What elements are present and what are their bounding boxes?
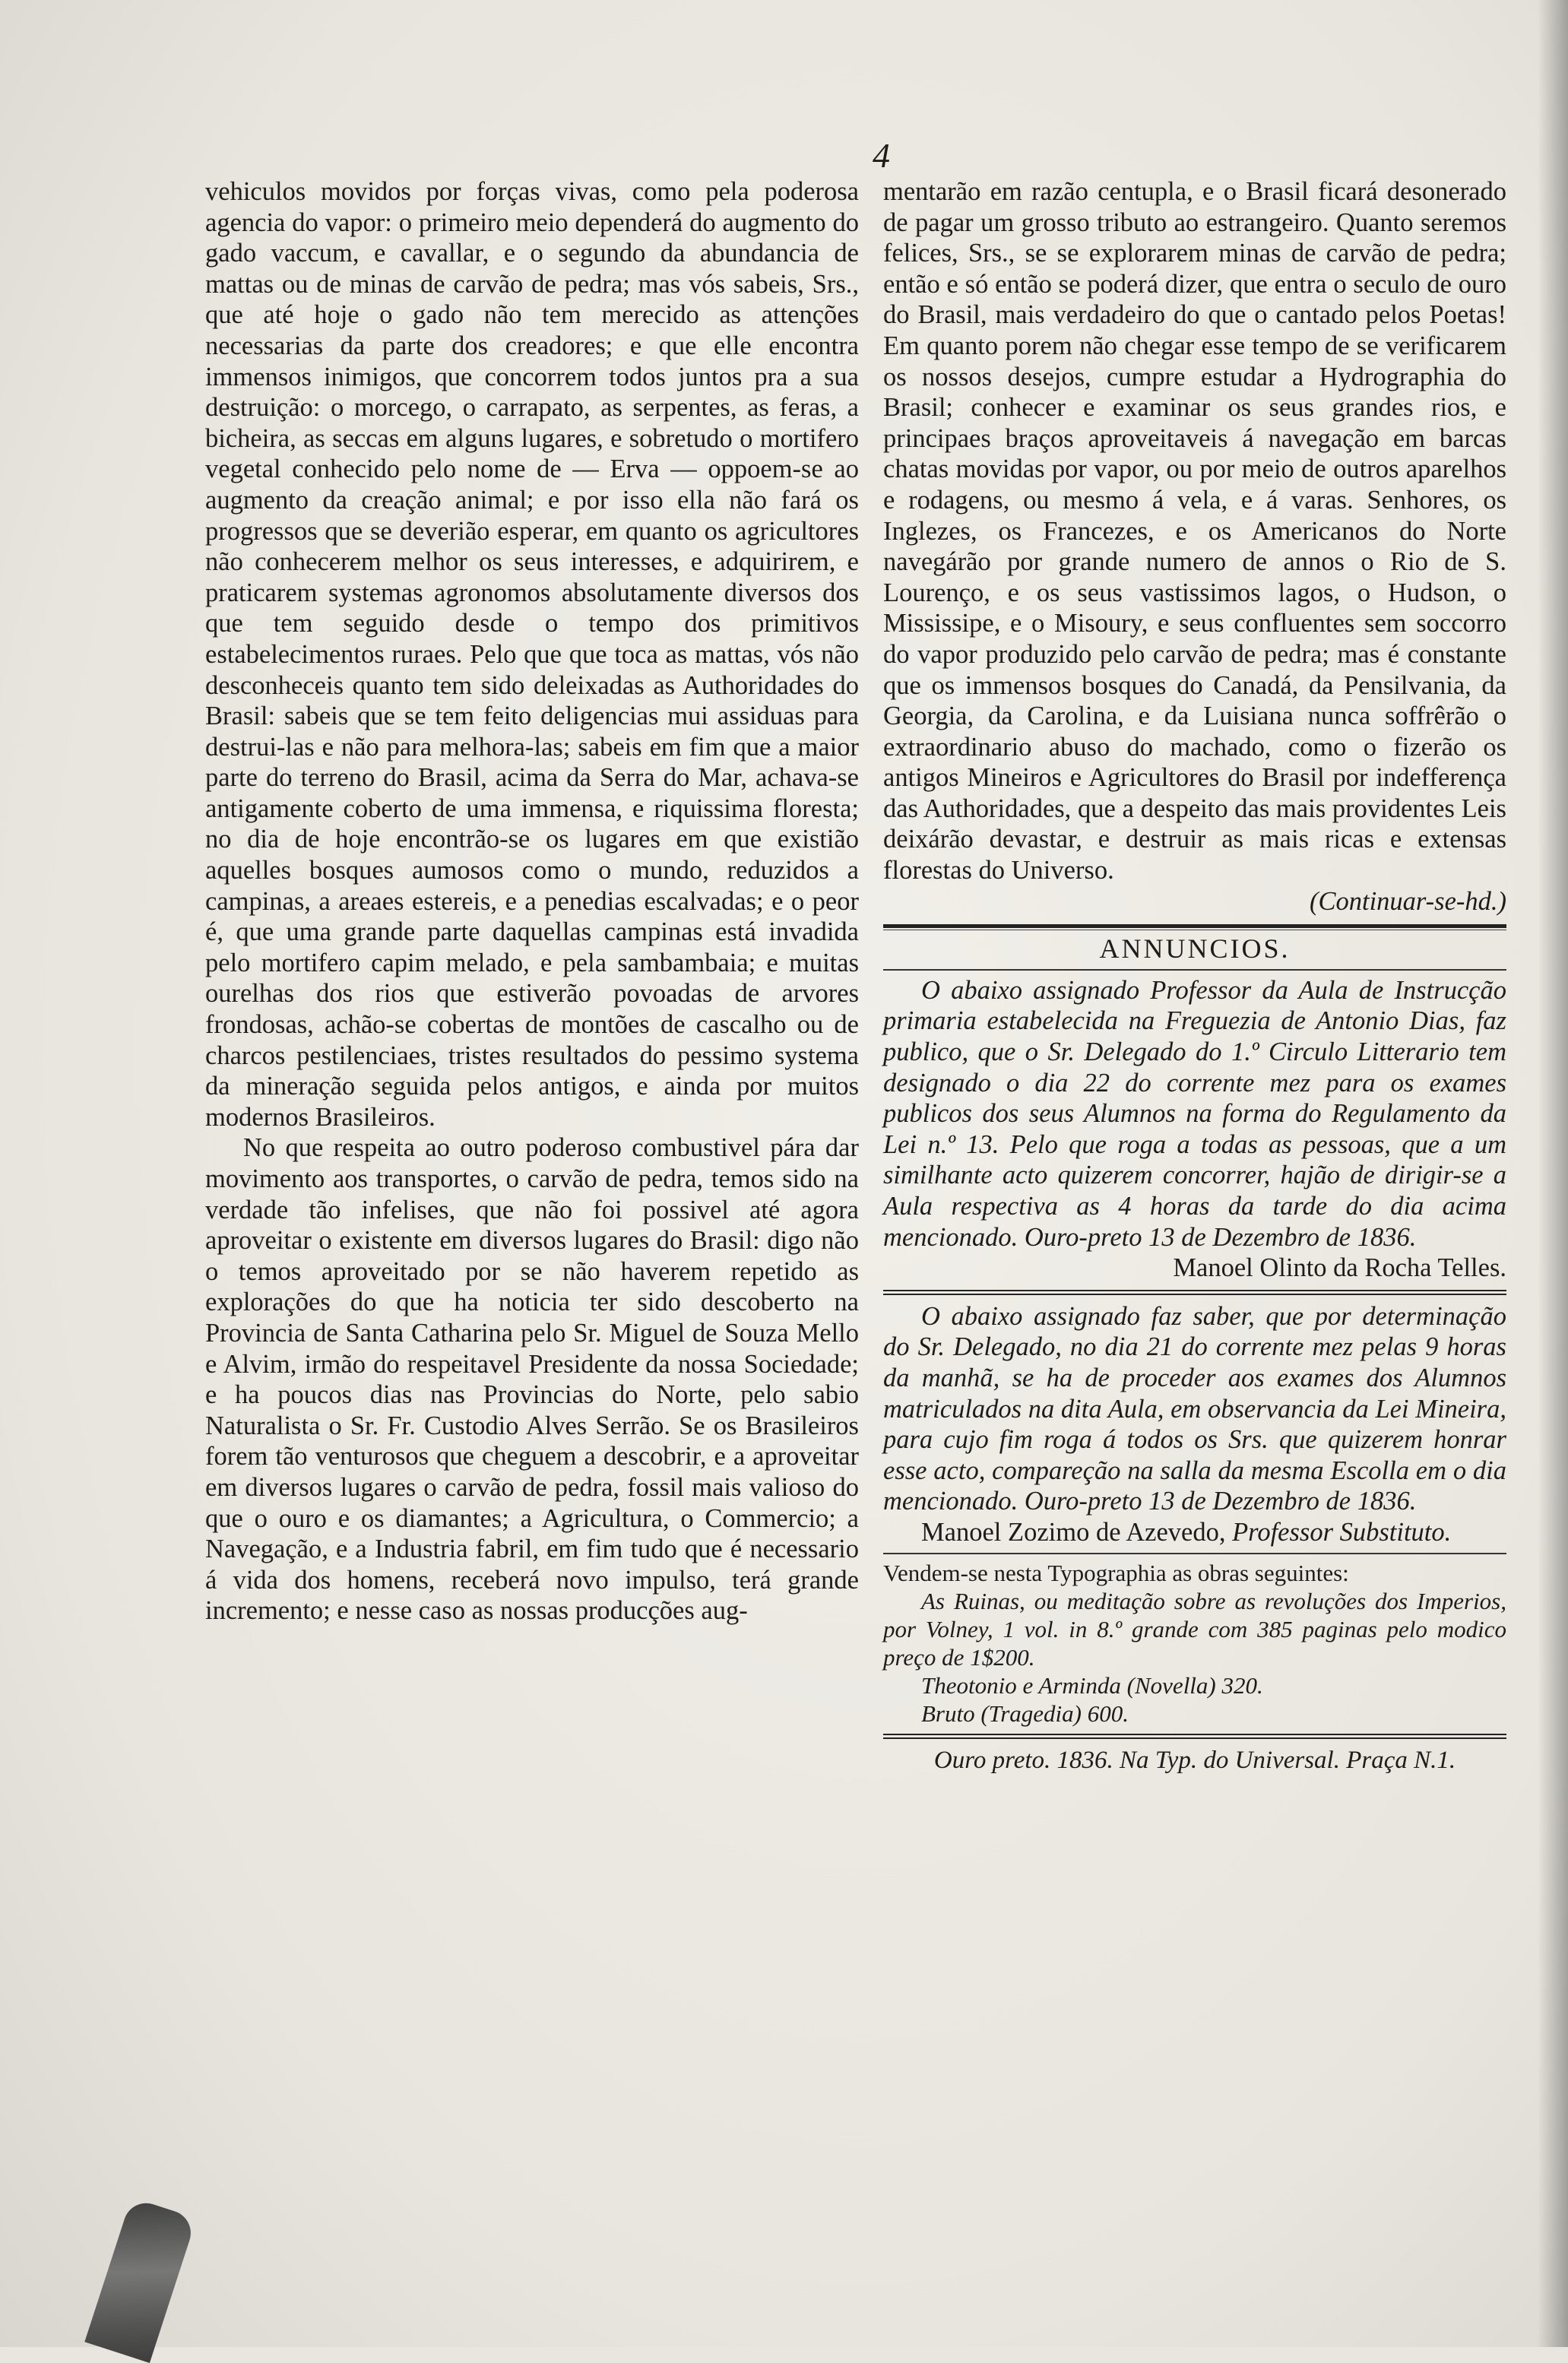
heading-divider (883, 969, 1506, 971)
announcement-divider (883, 1290, 1506, 1295)
announcement-1 (883, 975, 1506, 1284)
notice-intro: Vendem-se nesta Typographia as obras seguintes: (883, 1559, 1349, 1586)
signature-title: Professor Substituto. (1232, 1517, 1452, 1547)
announcement-body: O abaixo assignado Professor da Aula de Instrucção primaria estabelecida na Freguezia de Antonio Dias, faz publico, que o Sr. Delegado do 1.º Circulo Litterario tem designado o dia 22 do corrente mez para os exames publicos dos seus Alumnos na forma do Regulamento da Lei n.º 13. Pelo que roga a todas as pessoas, que a um similhante acto quizerem concorrer, hajão de dirigir-se a Aula respectiva as 4 horas da tarde do dia acima mencionado. Ouro-preto 13 de Dezembro de 1836. (883, 975, 1506, 1252)
page-number: 4 (873, 136, 890, 175)
imprint-divider (883, 1734, 1506, 1739)
left-column (205, 176, 859, 1627)
signature-name: Manoel Zozimo de Azevedo, (921, 1517, 1226, 1547)
pen-object (84, 2197, 196, 2363)
right-column (883, 176, 1506, 1775)
notice-item: Theotonio e Arminda (Novella) 320. (921, 1671, 1263, 1699)
annuncios-heading: ANNUNCIOS. (1099, 933, 1291, 965)
continuation-note: (Continuar-se-hd.) (1310, 886, 1506, 916)
notice-divider (883, 1553, 1506, 1554)
notice-item: Bruto (Tragedia) 600. (921, 1699, 1129, 1727)
article-paragraph: No que respeita ao outro poderoso combustivel pára dar movimento aos transportes, o carvão de pedra, temos sido na verdade tão infelises, que não foi possivel até agora aproveitar o existente em diversos lugares do Brasil: digo não o temos aproveitado por se não haverem repetido as explorações do que ha noticia ter sido descoberto na Provincia de Santa Catharina pelo Sr. Miguel de Souza Mello e Alvim, irmão do respeitavel Presidente da nossa Sociedade; e ha poucos dias nas Provincias do Norte, pelo sabio Naturalista o Sr. Fr. Custodio Alves Serrão. Se os Brasileiros forem tão venturosos que cheguem a descobrir, e a aproveitar em diversos lugares o carvão de pedra, fossil mais valioso do que o ouro e os diamantes; a Agricultura, o Commercio; a Navegação, e a Industria fabril, em fim tudo que é necessario á vida dos homens, receberá novo impulso, terá grande incremento; e nesse caso as nossas producções aug- (205, 1133, 859, 1626)
page-edge-shadow (1538, 0, 1568, 2347)
announcement-signature: Manoel Olinto da Rocha Telles. (1173, 1253, 1506, 1283)
imprint-line: Ouro preto. 1836. Na Typ. do Universal. Praça N.1. (933, 1746, 1456, 1774)
announcement-body: O abaixo assignado faz saber, que por determinação do Sr. Delegado, no dia 21 do corrente mez pelas 9 horas da manhã, se ha de proceder aos exames dos Alumnos matriculados na dita Aula, em observancia da Lei Mineira, para cujo fim roga á todos os Srs. que quizerem honrar esse acto, compareção na salla da mesma Escolla em o dia mencionado. Ouro-preto 13 de Dezembro de 1836. (883, 1301, 1506, 1516)
book-sale-notice (883, 1559, 1506, 1728)
article-continuation-text: mentarão em razão centupla, e o Brasil ficará desonerado de pagar um grosso tributo ao estrangeiro. Quanto seremos felices, Srs., se se explorarem minas de carvão de pedra; então e só então se poderá dizer, que entra o seculo de ouro do Brasil, mais verdadeiro do que o cantado pelos Poetas! Em quanto porem não chegar esse tempo de se verificarem os nossos desejos, cumpre estudar a Hydrographia do Brasil; conhecer e examinar os seus grandes rios, e principaes braços aproveitaveis á navegação em barcas chatas movidas por vapor, ou por meio de outros aparelhos e rodagens, ou mesmo á vela, e á varas. Senhores, os Inglezes, os Francezes, e os Americanos do Norte navegárão por grande numero de annos o Rio de S. Lourenço, e os seus vastissimos lagos, o Hudson, o Mississipe, e o Misoury, e seus confluentes sem soccorro do vapor produzido pelo carvão de pedra; mas é constante que os immensos bosques do Canadá, da Pensilvania, da Georgia, da Carolina, e da Luisiana nunca soffrêrão o extraordinario abuso do machado, como o fizerão os antigos Mineiros e Agricultores do Brasil por indefferença das Authoridades, que a despeito das mais providentes Leis deixárão devastar, e destruir as mais ricas e extensas florestas do Universo. (883, 177, 1506, 885)
article-paragraph: vehiculos movidos por forças vivas, como pela poderosa agencia do vapor: o primeiro meio dependerá do augmento do gado vaccum, e cavallar, e o segundo da abundancia de mattas ou de minas de carvão de pedra; mas vós sabeis, Srs., que até hoje o gado não tem merecido as attenções necessarias da parte dos creadores; e que elle encontra immensos inimigos, que concorrem todos juntos pra a sua destruição: o morcego, o carrapato, as serpentes, as feras, a bicheira, as seccas em alguns lugares, e sobretudo o mortifero vegetal conhecido pelo nome de — Erva — oppoem-se ao augmento da creação animal; e por isso ella não fará os progressos que se deverião esperar, em quanto os agricultores não conhecerem melhor os seus interesses, e adquirirem, e praticarem systemas agronomos absolutamente diversos dos que tem seguido desde o tempo dos primitivos estabelecimentos ruraes. Pelo que que toca as mattas, vós não desconheceis quanto tem sido deleixadas as Authoridades do Brasil: sabeis que se tem feito deligencias mui assiduas para destrui-las e não para melhora-las; sabeis em fim que a maior parte do terreno do Brasil, acima da Serra do Mar, achava-se antigamente coberto de uma immensa, e riquissima floresta; no dia de hoje encontrão-se os lugares em que existião aquelles bosques aumosos como o mundo, reduzidos a campinas, a areaes estereis, e a penedias escalvadas; e o peor é, que uma grande parte daquellas campinas está invadida pelo mortifero capim melado, e pela sambambaia; e muitas ourelhas dos rios que estiverão povoadas de arvores frondosas, achão-se cobertas de montões de cascalho ou de charcos pestilenciaes, tristes resultados do pessimo systema da mineração seguida pelos antigos, e ainda por muitos modernos Brasileiros. (205, 177, 859, 1132)
section-divider (883, 924, 1506, 930)
announcement-signature (883, 1517, 1506, 1548)
announcement-2 (883, 1301, 1506, 1548)
notice-item: As Ruinas, ou meditação sobre as revoluções dos Imperios, por Volney, 1 vol. in 8.º grande com 385 paginas pelo modico preço de 1$200. (883, 1587, 1506, 1671)
